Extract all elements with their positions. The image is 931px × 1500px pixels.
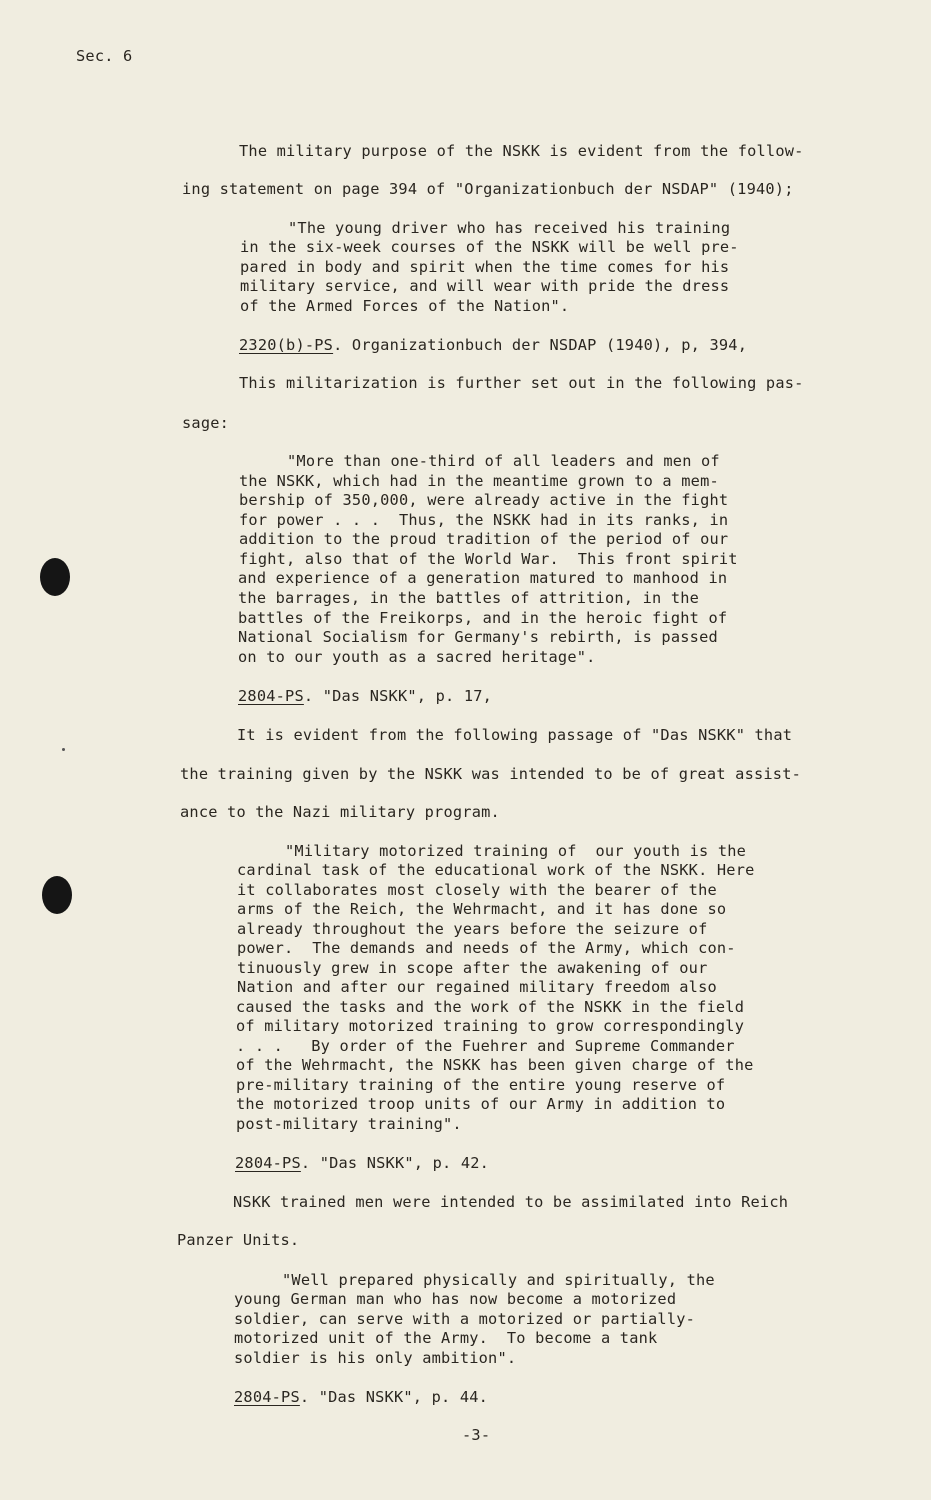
citation-text: . "Das NSKK", p. 42. [300, 1154, 490, 1172]
quote-line: post-military training". [236, 1115, 462, 1133]
citation-text: . "Das NSKK", p. 17, [303, 687, 493, 705]
quote-line: battles of the Freikorps, and in the heroic fight of [238, 609, 728, 627]
quote-line: it collaborates most closely with the bearer of the [237, 881, 717, 899]
citation [235, 1156, 489, 1171]
quote-line: arms of the Reich, the Wehrmacht, and it has done so [237, 900, 727, 918]
body-line: NSKK trained men were intended to be assimilated into Reich [233, 1193, 789, 1211]
body-line: It is evident from the following passage of "Das NSKK" that [237, 726, 793, 744]
quote-line: bership of 350,000, were already active in the fight [239, 491, 729, 509]
citation [234, 1390, 488, 1405]
quote-line: of the Wehrmacht, the NSKK has been given charge of the [236, 1056, 754, 1074]
body-line: the training given by the NSKK was intended to be of great assist- [180, 765, 802, 783]
page-number: -3- [462, 1426, 491, 1444]
citation-text: . Organizationbuch der NSDAP (1940), p, 394, [333, 336, 748, 354]
citation-ref: 2804-PS [238, 687, 304, 705]
section-label: Sec. 6 [76, 47, 133, 65]
quote-line: power. The demands and needs of the Army, which con- [237, 939, 736, 957]
citation-ref: 2320(b)-PS [239, 336, 334, 354]
quote-line: . . . By order of the Fuehrer and Supreme Commander [236, 1037, 735, 1055]
quote-line: already throughout the years before the seizure of [237, 920, 708, 938]
quote-line: caused the tasks and the work of the NSKK in the field [236, 998, 745, 1016]
body-line: sage: [182, 414, 230, 432]
quote-line: "The young driver who has received his training [288, 219, 731, 237]
quote-line: motorized unit of the Army. To become a tank [234, 1329, 658, 1347]
quote-line: "Military motorized training of our youth is the [285, 842, 747, 860]
quote-line: National Socialism for Germany's rebirth, is passed [238, 628, 718, 646]
quote-line: soldier, can serve with a motorized or partially- [234, 1310, 696, 1328]
quote-line: "Well prepared physically and spiritually, the [282, 1271, 715, 1289]
body-line: The military purpose of the NSKK is evident from the follow- [239, 142, 804, 160]
quote-line: the NSKK, which had in the meantime grown to a mem- [239, 472, 719, 490]
quote-line: "More than one-third of all leaders and men of [287, 452, 720, 470]
quote-line: the barrages, in the battles of attrition, in the [238, 589, 700, 607]
citation-ref: 2804-PS [234, 1388, 300, 1406]
quote-line: for power . . . Thus, the NSKK had in its ranks, in [239, 511, 729, 529]
body-line: This militarization is further set out in the following pas- [239, 374, 804, 392]
quote-line: and experience of a generation matured to manhood in [238, 569, 728, 587]
quote-line: addition to the proud tradition of the period of our [239, 530, 729, 548]
quote-line: the motorized troop units of our Army in addition to [236, 1095, 726, 1113]
quote-line: Nation and after our regained military freedom also [237, 978, 717, 996]
quote-line: on to our youth as a sacred heritage". [238, 648, 596, 666]
quote-line: fight, also that of the World War. This front spirit [239, 550, 738, 568]
quote-line: pared in body and spirit when the time comes for his [240, 258, 730, 276]
quote-line: of military motorized training to grow correspondingly [236, 1017, 745, 1035]
quote-line: pre-military training of the entire young reserve of [236, 1076, 726, 1094]
quote-line: soldier is his only ambition". [234, 1349, 517, 1367]
body-line: ance to the Nazi military program. [180, 803, 500, 821]
quote-line: of the Armed Forces of the Nation". [240, 297, 570, 315]
quote-line: military service, and will wear with pride the dress [240, 277, 730, 295]
citation-text: . "Das NSKK", p. 44. [299, 1388, 489, 1406]
citation [238, 689, 492, 704]
punch-hole-upper [40, 558, 70, 596]
citation-ref: 2804-PS [235, 1154, 301, 1172]
quote-line: cardinal task of the educational work of the NSKK. Here [237, 861, 755, 879]
speck-mark [62, 748, 65, 751]
punch-hole-lower [42, 876, 72, 914]
body-line: ing statement on page 394 of "Organizationbuch der NSDAP" (1940); [182, 180, 794, 198]
citation [239, 338, 747, 353]
body-line: Panzer Units. [177, 1231, 300, 1249]
quote-line: young German man who has now become a motorized [234, 1290, 677, 1308]
quote-line: in the six-week courses of the NSKK will be well pre- [240, 238, 739, 256]
quote-line: tinuously grew in scope after the awakening of our [237, 959, 708, 977]
